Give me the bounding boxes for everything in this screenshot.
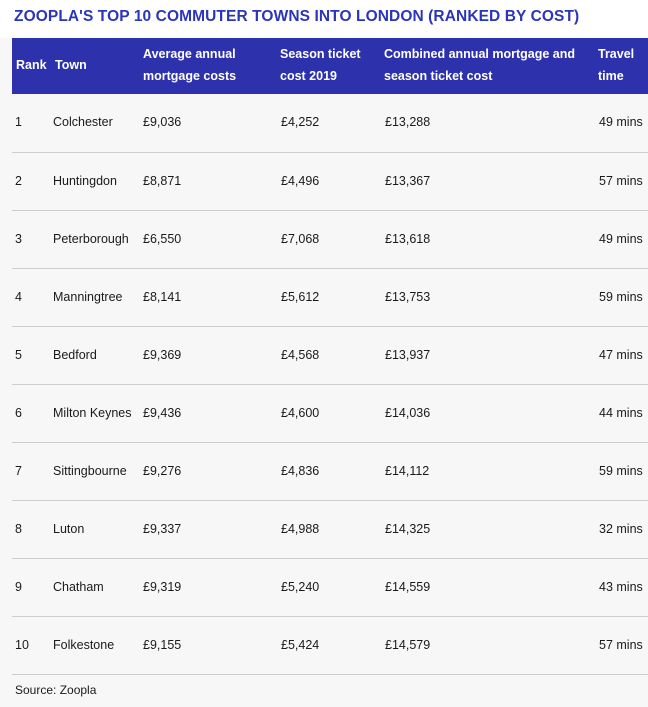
cell-time: 57 mins: [599, 173, 643, 188]
header-town: Town: [55, 58, 87, 72]
cell-mortgage: £8,141: [143, 289, 182, 304]
cell-mortgage: £9,337: [143, 521, 182, 536]
cell-rank: 2: [15, 173, 22, 188]
cell-season: £4,568: [281, 347, 320, 362]
cell-time: 47 mins: [599, 347, 643, 362]
cell-season: £4,988: [281, 521, 320, 536]
table-row: [12, 94, 648, 152]
cell-time: 49 mins: [599, 115, 643, 130]
cell-rank: 7: [15, 463, 22, 478]
cell-town: Bedford: [53, 347, 97, 362]
table-row: [12, 268, 648, 326]
header-mortgage: [143, 43, 236, 87]
page-title: ZOOPLA'S TOP 10 COMMUTER TOWNS INTO LONDON (RANKED BY COST): [14, 8, 580, 25]
table-row: [12, 210, 648, 268]
cell-season: £4,496: [281, 173, 320, 188]
cell-season: £4,836: [281, 463, 320, 478]
cell-combined: £13,367: [385, 173, 431, 188]
cell-time: 44 mins: [599, 405, 643, 420]
header-combined-line-1: Combined annual mortgage and: [384, 47, 575, 61]
header-time-line-2: time: [598, 69, 624, 83]
cell-town: Milton Keynes: [53, 405, 132, 420]
cell-combined: £14,112: [385, 463, 430, 478]
cell-season: £5,424: [281, 637, 320, 652]
cell-town: Colchester: [53, 115, 113, 130]
cell-rank: 4: [15, 289, 22, 304]
header-combined: [384, 43, 575, 87]
header-season-line-1: Season ticket: [280, 47, 361, 61]
source-note: Source: Zoopla: [15, 683, 97, 697]
header-mortgage-line-2: mortgage costs: [143, 69, 237, 83]
cell-town: Chatham: [53, 579, 104, 594]
cell-mortgage: £9,155: [143, 637, 182, 652]
cell-town: Folkestone: [53, 637, 115, 652]
cell-combined: £13,288: [385, 115, 431, 130]
cell-season: £5,612: [281, 289, 320, 304]
cell-combined: £14,579: [385, 637, 431, 652]
cell-town: Huntingdon: [53, 173, 117, 188]
header-time-line-1: Travel: [598, 47, 635, 61]
table-row: [12, 558, 648, 616]
header-combined-line-2: season ticket cost: [384, 69, 493, 83]
cell-town: Manningtree: [53, 289, 123, 304]
cell-rank: 9: [15, 579, 22, 594]
header-time: [598, 43, 634, 87]
table-row: [12, 616, 648, 674]
cell-time: 49 mins: [599, 231, 643, 246]
cell-rank: 6: [15, 405, 22, 420]
cell-rank: 10: [15, 637, 29, 652]
table-row: [12, 442, 648, 500]
cell-season: £4,252: [281, 115, 320, 130]
cell-combined: £14,325: [385, 521, 431, 536]
cell-town: Luton: [53, 521, 85, 536]
cell-combined: £13,618: [385, 231, 431, 246]
cell-time: 59 mins: [599, 463, 643, 478]
cell-combined: £13,753: [385, 289, 431, 304]
table-header: [12, 38, 648, 94]
cell-time: 57 mins: [599, 637, 643, 652]
cell-combined: £14,036: [385, 405, 431, 420]
cell-season: £4,600: [281, 405, 320, 420]
header-mortgage-line-1: Average annual: [143, 47, 236, 61]
cell-rank: 8: [15, 521, 22, 536]
commuter-table: [12, 94, 648, 675]
cell-season: £5,240: [281, 579, 320, 594]
cell-mortgage: £9,276: [143, 463, 182, 478]
cell-rank: 5: [15, 347, 22, 362]
cell-time: 43 mins: [599, 579, 643, 594]
cell-rank: 3: [15, 231, 22, 246]
table-row: [12, 326, 648, 384]
cell-town: Peterborough: [53, 231, 129, 246]
cell-town: Sittingbourne: [53, 463, 127, 478]
table-row: [12, 500, 648, 558]
cell-combined: £14,559: [385, 579, 431, 594]
table-row: [12, 152, 648, 210]
cell-mortgage: £9,036: [143, 115, 182, 130]
cell-season: £7,068: [281, 231, 320, 246]
table-body: [12, 94, 648, 674]
cell-combined: £13,937: [385, 347, 431, 362]
table-row: [12, 384, 648, 442]
title-bar: [0, 0, 648, 38]
cell-mortgage: £8,871: [143, 173, 182, 188]
header-season: [280, 43, 361, 87]
header-season-line-2: cost 2019: [280, 69, 337, 83]
cell-time: 59 mins: [599, 289, 643, 304]
header-rank: Rank: [16, 58, 47, 72]
cell-mortgage: £9,319: [143, 579, 182, 594]
cell-mortgage: £6,550: [143, 231, 182, 246]
cell-mortgage: £9,369: [143, 347, 182, 362]
cell-rank: 1: [15, 115, 22, 130]
cell-time: 32 mins: [599, 521, 643, 536]
cell-mortgage: £9,436: [143, 405, 182, 420]
